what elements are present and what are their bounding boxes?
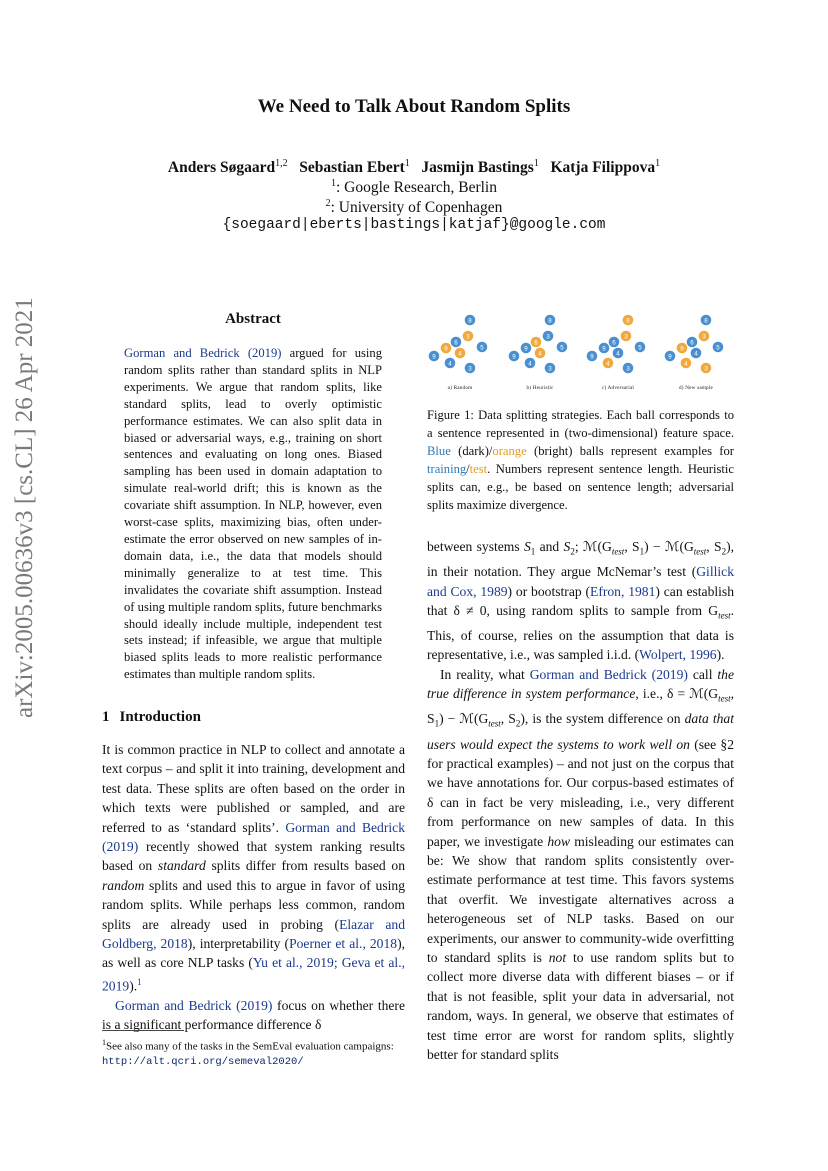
affiliation-sup: 1: [331, 178, 336, 189]
footnote-text: See also many of the tasks in the SemEval evaluation campaigns:: [106, 1040, 394, 1053]
ball-length-label: 4: [528, 360, 532, 368]
footnote-marker[interactable]: 1: [137, 976, 142, 987]
ball-length-label: 9: [668, 353, 672, 361]
text-run: focus on whether there is a significant performance difference δ: [102, 997, 405, 1033]
figure-panel-label: c) Adversarial: [601, 385, 635, 391]
text-run: , S: [706, 539, 722, 554]
section-heading: [102, 709, 201, 726]
author-list: [0, 158, 828, 177]
text-run: misleading our estimates can be: We show that random splits consistently over-estimate performance at test time. This favors systems that overfit. We investigate alternatives across a heterogeneous set of NLP tasks. Based on our experiments, our answer to community-wide overfitting to standard splits is: [427, 833, 734, 965]
text-run: test: [469, 462, 488, 476]
paper-title: We Need to Talk About Random Splits: [257, 96, 571, 117]
ball-length-label: 3: [548, 365, 552, 373]
ball-length-label: 4: [538, 350, 542, 358]
affiliation: [0, 198, 828, 217]
citation-link[interactable]: Gorman and Bedrick (2019): [529, 666, 688, 682]
ball-length-label: 6: [534, 339, 538, 347]
ball-length-label: 8: [548, 317, 552, 325]
paragraph: [102, 996, 405, 1035]
ball-length-label: 4: [448, 360, 452, 368]
ball-length-label: 3: [546, 333, 550, 341]
text-run: training: [427, 462, 467, 476]
right-column: [427, 537, 734, 1064]
ball-length-label: 3: [704, 365, 708, 373]
citation-link[interactable]: Gorman and Bedrick (2019): [102, 819, 405, 855]
footnote-number: 1: [102, 1038, 106, 1047]
ball-length-label: 3: [468, 365, 472, 373]
figure-panel: [509, 315, 568, 391]
ball-length-label: 9: [590, 353, 594, 361]
text-run: /: [466, 462, 470, 476]
text-run: call: [687, 666, 718, 682]
ball-length-label: 3: [624, 333, 628, 341]
text-run: , S: [500, 711, 516, 727]
math-sub: test: [718, 610, 731, 621]
emphasis: not: [548, 950, 567, 965]
section-number: 1: [102, 709, 110, 725]
author-email: {soegaard|eberts|bastings|katjaf}@google.com: [222, 217, 606, 233]
text-run: splits differ from results based on: [205, 858, 405, 874]
text-run: . Numbers represent sentence length. Heuristic splits can, e.g., be based on sentence length; adversarial splits maximize divergence.: [427, 462, 734, 512]
emphasis: random: [102, 877, 145, 893]
text-run: Blue: [427, 444, 451, 458]
emphasis: the true difference in system performance: [427, 666, 734, 702]
text-run: (bright) balls represent examples for: [526, 444, 734, 458]
text-run: . This, of course, relies on the assumption that data is representative, i.e., was sampled i.i.d. (: [427, 602, 734, 663]
text-run: between systems: [427, 539, 524, 554]
ball-length-label: 3: [466, 333, 470, 341]
affiliation-text: : Google Research, Berlin: [336, 179, 497, 197]
intro-column: [102, 740, 405, 1035]
text-run: ), as well as core NLP tasks (: [102, 936, 406, 971]
text-run: ).: [716, 647, 725, 663]
ball-length-label: 6: [690, 339, 694, 347]
figure-panel-label: d) New sample: [678, 385, 714, 391]
ball-length-label: 5: [638, 344, 642, 352]
figure-panel-label: b) Heuristic: [526, 385, 554, 391]
ball-length-label: 5: [560, 344, 564, 352]
text-run: , S: [427, 686, 734, 727]
math-var: S: [563, 539, 571, 554]
footnote-rule: [102, 1030, 184, 1031]
author-affil-sup: 1: [655, 158, 661, 169]
figure-panel: [587, 315, 646, 391]
abstract-text: argued for using random splits rather than standard splits in NLP experiments. We argue that random splits, like standard splits, lead to overly optimistic performance estimates. We can also split data in biased or adversarial ways, e.g., training on short sentences and evaluating on long ones. Biased sampling has been used in domain adaptation to simulate real-world drift; this is known as the covariate shift assumption. In NLP, however, even worst-case splits, maximizing bias, often under-estimate the error observed on new samples of in-domain data, i.e., the data that models should minimally generalize to at test time. This invalidates the covariate shift assumption. Instead of using multiple random splits, future benchmarks should ideally include multiple, independent test sets instead; if infeasible, we argue that multiple biased splits leads to more realistic performance estimates than multiple random splits.: [124, 346, 382, 682]
ball-length-label: 4: [458, 350, 462, 358]
text-run: In reality, what: [440, 666, 530, 682]
text-run: ) can establish that δ ≠ 0, using random splits to sample from G: [427, 583, 735, 618]
ball-length-label: 6: [612, 339, 616, 347]
text-run: ), in their notation. They argue McNemar’s test (: [427, 539, 735, 580]
citation-link[interactable]: Gillick and Cox, 1989: [427, 564, 734, 599]
math-sub: test: [488, 719, 501, 730]
emphasis: data that users would expect the systems to work well on: [427, 711, 735, 752]
text-run: It is common practice in NLP to collect and annotate a text corpus – and split it into training, development and test data. These splits are often based on the order in which texts were published or sampled, and are referred to as ‘standard splits’.: [102, 742, 405, 835]
text-run: , i.e., δ = ℳ(G: [635, 686, 719, 702]
abstract-body: [124, 345, 382, 683]
text-run: orange: [492, 444, 527, 458]
ball-length-label: 9: [512, 353, 516, 361]
ball-length-label: 4: [694, 350, 698, 358]
citation-link[interactable]: Elazar and Goldberg, 2018: [102, 916, 406, 952]
text-run: , S: [624, 539, 640, 554]
ball-length-label: 4: [616, 350, 620, 358]
text-run: ), is the system difference on: [520, 711, 685, 727]
ball-length-label: 8: [626, 317, 630, 325]
paragraph: [102, 740, 405, 996]
math-var: S: [523, 539, 531, 554]
figure-panel: [665, 315, 724, 391]
citation-link[interactable]: Gorman and Bedrick (2019): [115, 997, 273, 1013]
ball-length-label: 9: [680, 345, 684, 353]
section-title: Introduction: [119, 709, 201, 725]
emphasis: how: [547, 833, 571, 849]
footnote: [102, 1036, 405, 1069]
figure-caption: [427, 406, 734, 514]
text-run: and: [535, 539, 564, 554]
text-run: ) or bootstrap (: [507, 583, 591, 599]
math-sub: test: [693, 546, 707, 557]
ball-length-label: 5: [716, 344, 720, 352]
author-name: Sebastian Ebert: [299, 159, 405, 177]
figure-1-diagram: [420, 308, 740, 394]
author-affil-sup: 1: [533, 158, 539, 169]
ball-length-label: 9: [432, 353, 436, 361]
ball-length-label: 9: [602, 345, 606, 353]
text-run: Figure 1: Data splitting strategies. Each ball corresponds to a sentence represented in (two-dimensional) feature space.: [427, 408, 734, 440]
author-name: Anders Søgaard: [167, 159, 276, 177]
ball-length-label: 9: [524, 345, 528, 353]
text-run: (see §2 for practical examples) – and not just on the corpus that we have annotations for. Our corpus-based estimates of δ can in fact be very misleading, i.e., very different from performance on new samples of data. In this paper, we investigate: [427, 736, 734, 849]
affiliation: [0, 178, 828, 197]
text-run: ).: [129, 978, 138, 994]
ball-length-label: 3: [702, 333, 706, 341]
paragraph: In reality, what Gorman and Bedrick (2019) call the true difference in system performance, i.e., $\delta = ℳ(G_{test}$, $S_1$) − $ℳ(G_{test}$, $S_2$), is the system difference on data that users would expect the systems to work well on (see §2 for practical examples) – and not just on the corpus that we have annotations for. Our corpus-based estimates of δ can in fact be very misleading, i.e., very different from performance on new samples of data. In this paper, we investigate how misleading our estimates can be: We show that random splits consistently over-estimate performance at test time. This favors systems that overfit. We investigate alternatives across a heterogeneous set of NLP tasks. Based on our experiments, our answer to community-wide overfitting to standard splits is not to use random splits but to collect more diverse data with different biases – or if that is not feasible, split your data in adversarial, not random, ways. In general, we observe that estimates of test time error are worst for random splits, slightly better for standard splits: [427, 666, 735, 1063]
figure-panel: [429, 315, 488, 391]
citation-link[interactable]: Gorman and Bedrick (2019): [124, 346, 282, 360]
citation-link[interactable]: Poerner et al., 2018: [289, 936, 398, 952]
paragraph: between systems $S_1$ and $S_2$; $ℳ(G_{test}$, $S_1$) − $ℳ(G_{test}$, $S_2$), in their notation. They argue McNemar’s test (Gillick and Cox, 1989) or bootstrap (Efron, 1981) can establish that δ ≠ 0, using random splits to sample from $G_{test}$. This, of course, relies on the assumption that data is representative, i.e., was sampled i.i.d. (Wolpert, 1996).: [427, 539, 735, 663]
ball-length-label: 9: [444, 345, 448, 353]
author-affil-sup: 1,2: [275, 158, 288, 169]
emphasis: standard: [157, 858, 206, 874]
figure-panel-label: a) Random: [447, 385, 473, 391]
affiliation-sup: 2: [325, 198, 331, 209]
text-run: ) − ℳ(G: [439, 711, 489, 727]
text-run: ) − ℳ(G: [644, 539, 694, 554]
author-name: Katja Filippova: [550, 159, 656, 177]
ball-length-label: 8: [704, 317, 708, 325]
citation-link[interactable]: Wolpert, 1996: [639, 647, 717, 663]
text-run: to use random splits but to collect more diverse data with different biases – or if that is not feasible, split your data in adversarial, not random, ways. In general, we observe that estimates of test time error are worst for random splits, slightly better for standard splits: [427, 950, 735, 1063]
author-affil-sup: 1: [404, 158, 410, 169]
text-run: recently showed that system ranking results based on: [102, 839, 405, 874]
ball-length-label: 5: [480, 344, 484, 352]
text-run: (dark)/: [450, 444, 493, 458]
abstract-heading: Abstract: [225, 311, 281, 327]
text-run: ), interpretability (: [187, 936, 290, 952]
arxiv-stamp: arXiv:2005.00636v3 [cs.CL] 26 Apr 2021: [11, 297, 38, 718]
ball-length-label: 8: [468, 317, 472, 325]
citation-link[interactable]: Yu et al., 2019; Geva et al., 2019: [102, 955, 405, 994]
affiliation-text: : University of Copenhagen: [330, 199, 503, 217]
text-run: splits and used this to argue in favor of using random splits. While perhaps less common, random splits are already used in probing (: [102, 877, 405, 932]
text-run: ; ℳ(G: [574, 539, 612, 554]
ball-length-label: 4: [606, 360, 610, 368]
ball-length-label: 3: [626, 365, 630, 373]
citation-link[interactable]: Efron, 1981: [590, 583, 656, 599]
ball-length-label: 4: [684, 360, 688, 368]
author-name: Jasmijn Bastings: [421, 159, 534, 177]
ball-length-label: 6: [454, 339, 458, 347]
footnote-url-link[interactable]: http://alt.qcri.org/semeval2020/: [102, 1055, 304, 1068]
math-sub: test: [611, 546, 625, 557]
math-sub: test: [718, 694, 731, 704]
